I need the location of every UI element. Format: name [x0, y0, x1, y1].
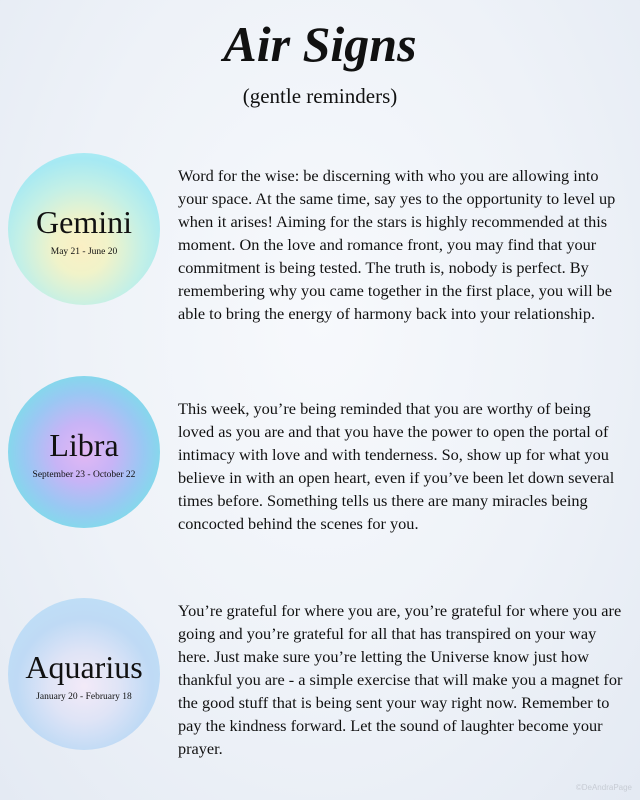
gemini-sign-dates: May 21 - June 20	[50, 247, 118, 257]
aquarius-sign-name: Aquarius	[25, 649, 143, 685]
page-subtitle: (gentle reminders)	[242, 84, 398, 108]
aquarius-circle	[8, 598, 160, 750]
gemini-sign-name: Gemini	[36, 204, 132, 240]
gemini-reading: Word for the wise: be discerning with who you are allowing into your space. At the same time, say yes to the opportunity to level up when it arises! Aiming for the stars is highly recommended at this moment. On the love and romance front, you may find that your commitment is being tested. The truth is, nobody is perfect. By remembering why you came together in the first place, you will be able to bring the energy of harmony back into your relationship.	[178, 166, 616, 323]
aquarius-reading: You’re grateful for where you are, you’re grateful for where you are going and you’re grateful for all that has transpired on your way here. Just make sure you’re letting the Universe know just how thankful you are - a simple exercise that will make you a magnet for the good stuff that is being sent your way right now. Remember to pay the kindness forward. Let the sound of laughter become your prayer.	[178, 601, 623, 758]
page-title: Air Signs	[223, 16, 417, 72]
libra-circle	[8, 376, 160, 528]
libra-sign-dates: September 23 - October 22	[32, 470, 136, 480]
gemini-circle	[8, 153, 160, 305]
watermark: ©DeAndraPage	[575, 783, 632, 792]
libra-reading: This week, you’re being reminded that you are worthy of being loved as you are and that you have the power to open the portal of intimacy with love and with tenderness. So, show up for what you believe in with an open heart, even if you’ve been let down several times before. Something tells us there are many miracles being concocted behind the scenes for you.	[178, 399, 615, 533]
libra-sign-name: Libra	[49, 427, 119, 463]
aquarius-sign-dates: January 20 - February 18	[36, 692, 132, 702]
